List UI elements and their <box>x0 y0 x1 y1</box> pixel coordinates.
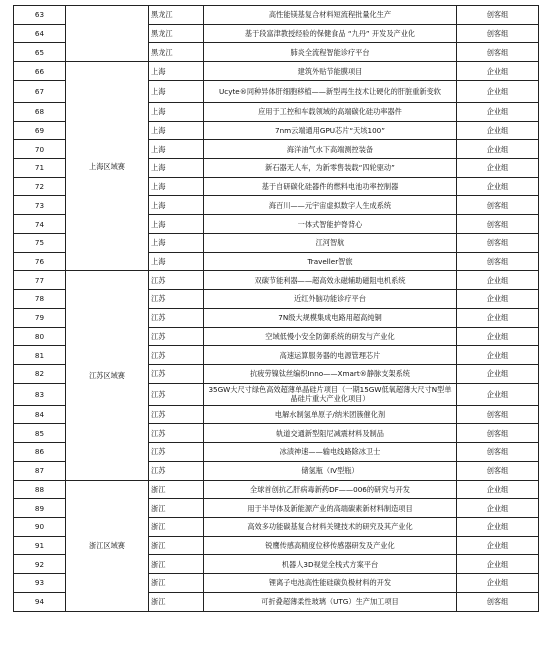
project-name: 7N级大规模集成电路用超高纯铜 <box>204 308 457 327</box>
row-number: 89 <box>14 499 66 518</box>
table-row <box>14 62 539 81</box>
project-name: 电解水制氢单原子/纳米团簇催化剂 <box>204 405 457 424</box>
row-number: 84 <box>14 405 66 424</box>
row-number: 70 <box>14 140 66 159</box>
table-body <box>14 6 539 612</box>
group-cell: 企业组 <box>457 290 539 309</box>
group-cell: 企业组 <box>457 536 539 555</box>
province-cell: 江苏 <box>149 290 204 309</box>
group-cell: 企业组 <box>457 327 539 346</box>
group-cell: 企业组 <box>457 517 539 536</box>
row-number: 93 <box>14 574 66 593</box>
province-cell: 上海 <box>149 121 204 140</box>
row-number: 86 <box>14 443 66 462</box>
province-cell: 上海 <box>149 62 204 81</box>
group-cell: 创客组 <box>457 6 539 25</box>
project-name: 储氢瓶（IV型瓶） <box>204 461 457 480</box>
row-number: 79 <box>14 308 66 327</box>
province-cell: 上海 <box>149 252 204 271</box>
project-name: 机器人3D视觉全栈式方案平台 <box>204 555 457 574</box>
group-cell: 企业组 <box>457 140 539 159</box>
row-number: 82 <box>14 364 66 383</box>
group-cell: 创客组 <box>457 196 539 215</box>
group-cell: 企业组 <box>457 364 539 383</box>
province-cell: 浙江 <box>149 592 204 611</box>
row-number: 91 <box>14 536 66 555</box>
row-number: 92 <box>14 555 66 574</box>
region-cell: 浙江区域赛 <box>66 480 149 611</box>
group-cell: 创客组 <box>457 592 539 611</box>
row-number: 90 <box>14 517 66 536</box>
group-cell: 企业组 <box>457 271 539 290</box>
province-cell: 上海 <box>149 177 204 196</box>
row-number: 81 <box>14 346 66 365</box>
project-name: 用于半导体及新能源产业的高端碳素新材料制造项目 <box>204 499 457 518</box>
row-number: 88 <box>14 480 66 499</box>
project-name: 锐鹰传感高精度位移传感器研发及产业化 <box>204 536 457 555</box>
group-cell: 企业组 <box>457 346 539 365</box>
project-name: 7nm云端通用GPU芯片“天垓100” <box>204 121 457 140</box>
group-cell: 创客组 <box>457 443 539 462</box>
row-number: 63 <box>14 6 66 25</box>
row-number: 65 <box>14 43 66 62</box>
row-number: 83 <box>14 383 66 405</box>
row-number: 69 <box>14 121 66 140</box>
province-cell: 浙江 <box>149 480 204 499</box>
row-number: 73 <box>14 196 66 215</box>
row-number: 67 <box>14 80 66 102</box>
region-cell: 上海区域赛 <box>66 62 149 271</box>
group-cell: 创客组 <box>457 43 539 62</box>
project-name: 海洋油气水下高端测控装备 <box>204 140 457 159</box>
table-row <box>14 6 539 25</box>
province-cell: 江苏 <box>149 308 204 327</box>
group-cell: 企业组 <box>457 80 539 102</box>
group-cell: 企业组 <box>457 555 539 574</box>
project-name: 应用于工控和车载领域的高端碳化硅功率器件 <box>204 102 457 121</box>
row-number: 64 <box>14 24 66 43</box>
project-name: 新石器无人车，为新零售装载“四轮驱动” <box>204 159 457 178</box>
project-name: Traveller智旅 <box>204 252 457 271</box>
group-cell: 创客组 <box>457 424 539 443</box>
province-cell: 上海 <box>149 102 204 121</box>
province-cell: 上海 <box>149 80 204 102</box>
province-cell: 江苏 <box>149 443 204 462</box>
province-cell: 上海 <box>149 140 204 159</box>
province-cell: 江苏 <box>149 383 204 405</box>
row-number: 85 <box>14 424 66 443</box>
table-row <box>14 271 539 290</box>
project-name: Ucyte®同种异体肝细胞移植——新型再生技术让硬化的肝脏重新变软 <box>204 80 457 102</box>
row-number: 94 <box>14 592 66 611</box>
project-name: 高性能镁基复合材料短流程批量化生产 <box>204 6 457 25</box>
group-cell: 企业组 <box>457 62 539 81</box>
group-cell: 企业组 <box>457 574 539 593</box>
row-number: 78 <box>14 290 66 309</box>
province-cell: 浙江 <box>149 536 204 555</box>
group-cell: 创客组 <box>457 405 539 424</box>
group-cell: 创客组 <box>457 461 539 480</box>
province-cell: 上海 <box>149 159 204 178</box>
group-cell: 创客组 <box>457 215 539 234</box>
project-table <box>13 5 539 612</box>
project-name: 肺炎全流程智能诊疗平台 <box>204 43 457 62</box>
row-number: 71 <box>14 159 66 178</box>
project-name: 双碳节能利器——超高效永磁辅助磁阻电机系统 <box>204 271 457 290</box>
group-cell: 企业组 <box>457 308 539 327</box>
project-name: 轨道交通新型阻尼减震材料及制品 <box>204 424 457 443</box>
province-cell: 江苏 <box>149 327 204 346</box>
group-cell: 创客组 <box>457 252 539 271</box>
group-cell: 企业组 <box>457 159 539 178</box>
province-cell: 上海 <box>149 215 204 234</box>
group-cell: 企业组 <box>457 102 539 121</box>
row-number: 72 <box>14 177 66 196</box>
project-name: 可折叠超薄柔性玻璃（UTG）生产加工项目 <box>204 592 457 611</box>
group-cell: 企业组 <box>457 177 539 196</box>
project-name: 近红外脑功能诊疗平台 <box>204 290 457 309</box>
region-cell <box>66 6 149 62</box>
group-cell: 创客组 <box>457 24 539 43</box>
row-number: 87 <box>14 461 66 480</box>
row-number: 74 <box>14 215 66 234</box>
province-cell: 黑龙江 <box>149 6 204 25</box>
province-cell: 上海 <box>149 233 204 252</box>
province-cell: 浙江 <box>149 517 204 536</box>
project-name: 建筑外贴节能膜项目 <box>204 62 457 81</box>
province-cell: 浙江 <box>149 574 204 593</box>
project-name: 35GW大尺寸绿色高效超薄单晶硅片项目（一期15GW低氧超薄大尺寸N型单晶硅片重大产业化项目） <box>204 383 457 405</box>
project-name: 海百川——元宇宙虚拟数字人生成系统 <box>204 196 457 215</box>
project-name: 全球首创抗乙肝病毒新药DF——006的研究与开发 <box>204 480 457 499</box>
project-name: 基于段富津教授经验的保健食品 “九丹” 开发及产业化 <box>204 24 457 43</box>
province-cell: 江苏 <box>149 424 204 443</box>
province-cell: 浙江 <box>149 499 204 518</box>
row-number: 77 <box>14 271 66 290</box>
row-number: 68 <box>14 102 66 121</box>
project-name: 基于自研碳化硅器件的燃料电池功率控制器 <box>204 177 457 196</box>
row-number: 80 <box>14 327 66 346</box>
group-cell: 企业组 <box>457 121 539 140</box>
group-cell: 创客组 <box>457 233 539 252</box>
province-cell: 江苏 <box>149 405 204 424</box>
row-number: 75 <box>14 233 66 252</box>
province-cell: 上海 <box>149 196 204 215</box>
project-name: 高速运算服务器的电源管理芯片 <box>204 346 457 365</box>
row-number: 76 <box>14 252 66 271</box>
province-cell: 江苏 <box>149 364 204 383</box>
region-cell: 江苏区域赛 <box>66 271 149 480</box>
province-cell: 江苏 <box>149 461 204 480</box>
group-cell: 企业组 <box>457 499 539 518</box>
project-name: 冰渍神速——输电线路除冰卫士 <box>204 443 457 462</box>
project-name: 空域低慢小安全防御系统的研发与产业化 <box>204 327 457 346</box>
project-name: 一体式智能护脊背心 <box>204 215 457 234</box>
province-cell: 浙江 <box>149 555 204 574</box>
group-cell: 企业组 <box>457 383 539 405</box>
project-name: 高效多功能碳基复合材料关键技术的研究及其产业化 <box>204 517 457 536</box>
group-cell: 企业组 <box>457 480 539 499</box>
province-cell: 江苏 <box>149 271 204 290</box>
province-cell: 黑龙江 <box>149 24 204 43</box>
project-name: 抗疲劳镍钛丝编织Inno——Xmart®静脉支架系统 <box>204 364 457 383</box>
table-row <box>14 480 539 499</box>
province-cell: 黑龙江 <box>149 43 204 62</box>
row-number: 66 <box>14 62 66 81</box>
province-cell: 江苏 <box>149 346 204 365</box>
project-name: 锂离子电池高性能硅碳负极材料的开发 <box>204 574 457 593</box>
project-name: 江河智航 <box>204 233 457 252</box>
